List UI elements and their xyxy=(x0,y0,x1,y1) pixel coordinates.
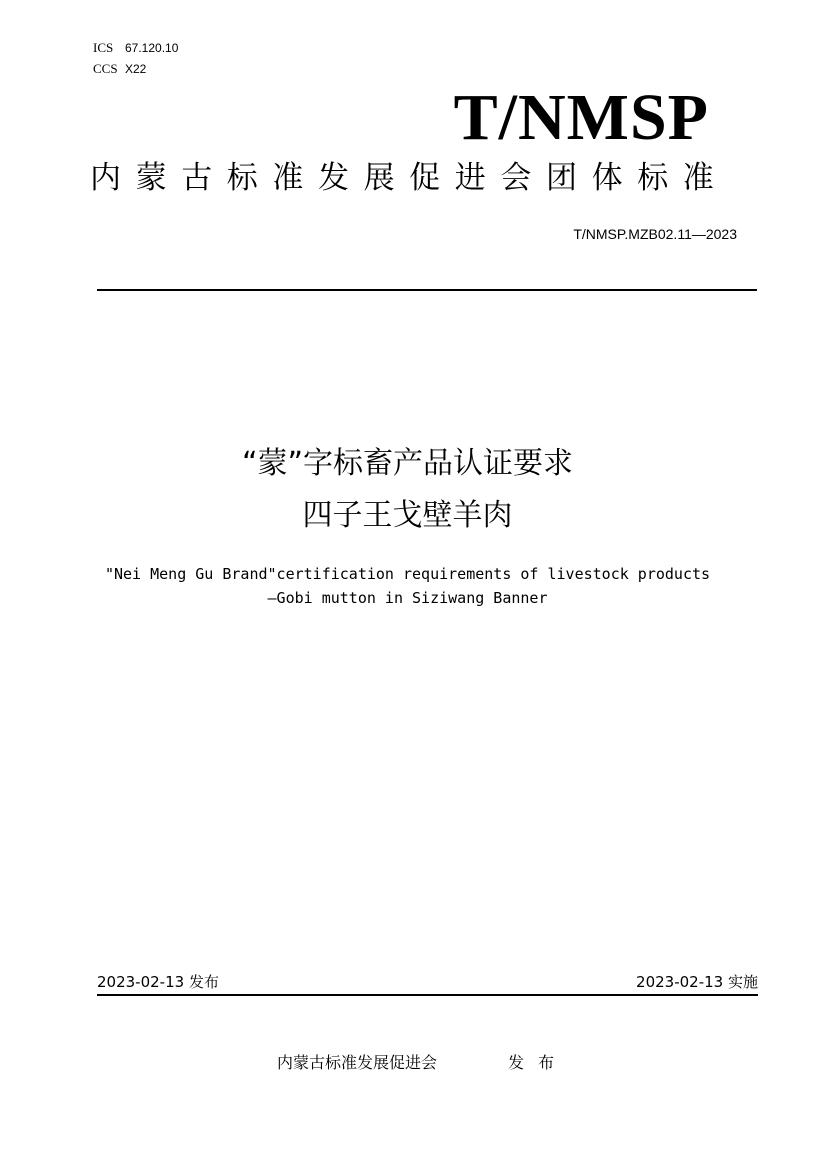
ccs-label: CCS xyxy=(93,61,118,76)
ics-classification xyxy=(93,40,178,56)
standard-number: T/NMSP.MZB02.11—2023 xyxy=(573,226,737,242)
issue-date: 2023-02-13 发布 xyxy=(97,973,219,991)
ics-value: 67.120.10 xyxy=(125,41,179,55)
title-en-line2: —Gobi mutton in Siziwang Banner xyxy=(267,589,548,607)
publisher-name: 内蒙古标准发展促进会 xyxy=(277,1053,438,1072)
title-en-line1: "Nei Meng Gu Brand"certification requirements of livestock products xyxy=(104,565,711,583)
title-cn-line1: “蒙”字标畜产品认证要求 xyxy=(241,446,574,481)
ics-label: ICS xyxy=(93,40,114,55)
header-divider xyxy=(97,289,757,291)
footer-divider xyxy=(97,994,758,996)
ccs-classification xyxy=(93,61,146,77)
standard-logo: T/NMSP xyxy=(453,81,709,154)
implementation-date: 2023-02-13 实施 xyxy=(636,973,758,991)
organization-title: 内蒙古标准发展促进会团体标准 xyxy=(90,160,729,196)
ccs-value: X22 xyxy=(125,62,147,76)
publish-action: 发布 xyxy=(508,1053,569,1072)
title-cn-line2: 四子王戈壁羊肉 xyxy=(302,498,513,533)
